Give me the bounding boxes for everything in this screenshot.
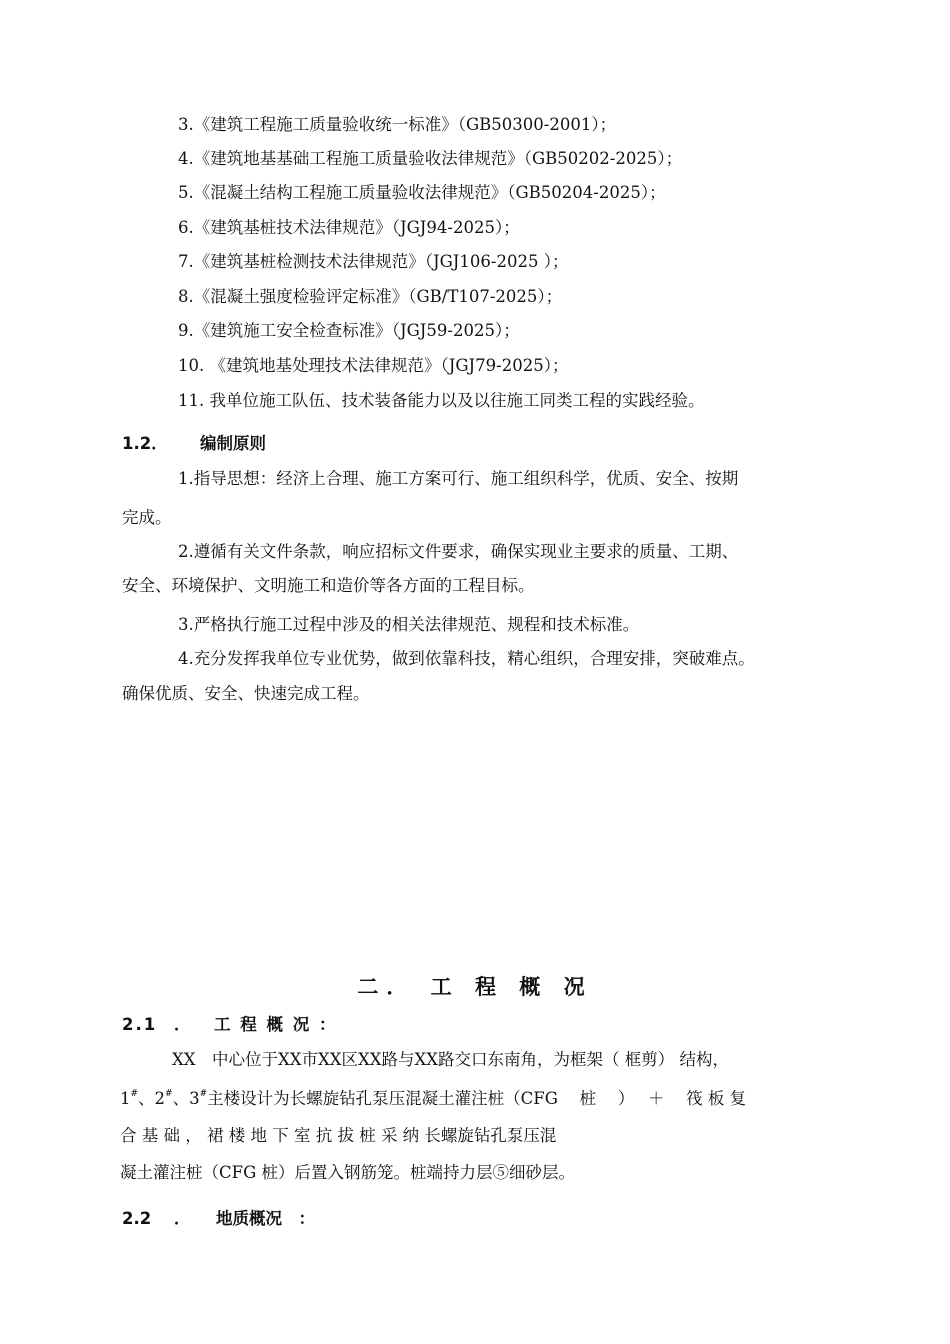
chapter-title: 二． 工 程 概 况 xyxy=(357,975,593,999)
building-number: 、3 xyxy=(172,1089,200,1108)
reference-item: 11. 我单位施工队伍、技术装备能力以及以往施工同类工程的实践经验。 xyxy=(178,391,705,410)
section-number: 2.2 xyxy=(122,1209,152,1228)
principle-item-continuation: 完成。 xyxy=(122,508,172,527)
section-number: 1.2． xyxy=(122,434,168,453)
reference-item: 8.《混凝土强度检验评定标准》（GB/T107-2025）； xyxy=(178,287,563,306)
overview-line: 合 基 础 ， 裙 楼 地 下 室 抗 拔 桩 采 纳 长螺旋钻孔泵压混 xyxy=(120,1126,557,1145)
building-number: 1 xyxy=(120,1089,131,1108)
reference-item: 10. 《建筑地基处理技术法律规范》（JGJ79-2025）； xyxy=(178,356,569,375)
section-dot: ． xyxy=(174,1015,193,1034)
superscript-mark: # xyxy=(199,1089,208,1099)
overview-text: 主楼设计为长螺旋钻孔泵压混凝土灌注桩（CFG 桩 ） ＋ 筏 板 复 xyxy=(207,1089,747,1108)
overview-line xyxy=(120,1087,746,1111)
section-title: 编制原则 xyxy=(200,434,266,453)
principle-item: 2.遵循有关文件条款，响应招标文件要求，确保实现业主要求的质量、工期、 xyxy=(178,542,739,561)
section-heading-2-2 xyxy=(122,1207,315,1231)
section-heading-2-1 xyxy=(122,1013,337,1037)
reference-item: 3.《建筑工程施工质量验收统一标准》（GB50300-2001）； xyxy=(178,115,617,134)
superscript-mark: # xyxy=(165,1089,173,1099)
reference-item: 9.《建筑施工安全检查标准》（JGJ59-2025）； xyxy=(178,321,520,340)
principle-item-continuation: 安全、环境保护、文明施工和造价等各方面的工程目标。 xyxy=(122,576,535,595)
section-number: 2.1 xyxy=(122,1015,158,1034)
section-heading-1-2 xyxy=(122,432,266,456)
reference-item: 4.《建筑地基基础工程施工质量验收法律规范》（GB50202-2025）； xyxy=(178,149,683,168)
section-title: 工 程 概 况 ： xyxy=(214,1015,338,1034)
building-number: 、2 xyxy=(138,1089,166,1108)
superscript-mark: # xyxy=(130,1089,139,1099)
overview-line: XX 中心位于XX市XX区XX路与XX路交口东南角，为框架（ 框剪） 结构， xyxy=(172,1050,729,1069)
overview-line: 凝土灌注桩（CFG 桩）后置入钢筋笼。桩端持力层⑤细砂层。 xyxy=(120,1163,575,1182)
section-dot: ． xyxy=(174,1209,191,1228)
section-title: 地质概况 ： xyxy=(216,1209,315,1228)
principle-item: 1.指导思想：经济上合理、施工方案可行、施工组织科学，优质、安全、按期 xyxy=(178,469,739,488)
reference-item: 5.《混凝土结构工程施工质量验收法律规范》（GB50204-2025）； xyxy=(178,183,666,202)
principle-item-continuation: 确保优质、安全、快速完成工程。 xyxy=(122,684,370,703)
reference-item: 7.《建筑基桩检测技术法律规范》（JGJ106-2025 ）； xyxy=(178,252,569,271)
principle-item: 4.充分发挥我单位专业优势，做到依靠科技，精心组织，合理安排，突破难点。 xyxy=(178,649,755,668)
reference-item: 6.《建筑基桩技术法律规范》（JGJ94-2025）； xyxy=(178,218,520,237)
principle-item: 3.严格执行施工过程中涉及的相关法律规范、规程和技术标准。 xyxy=(178,615,640,634)
